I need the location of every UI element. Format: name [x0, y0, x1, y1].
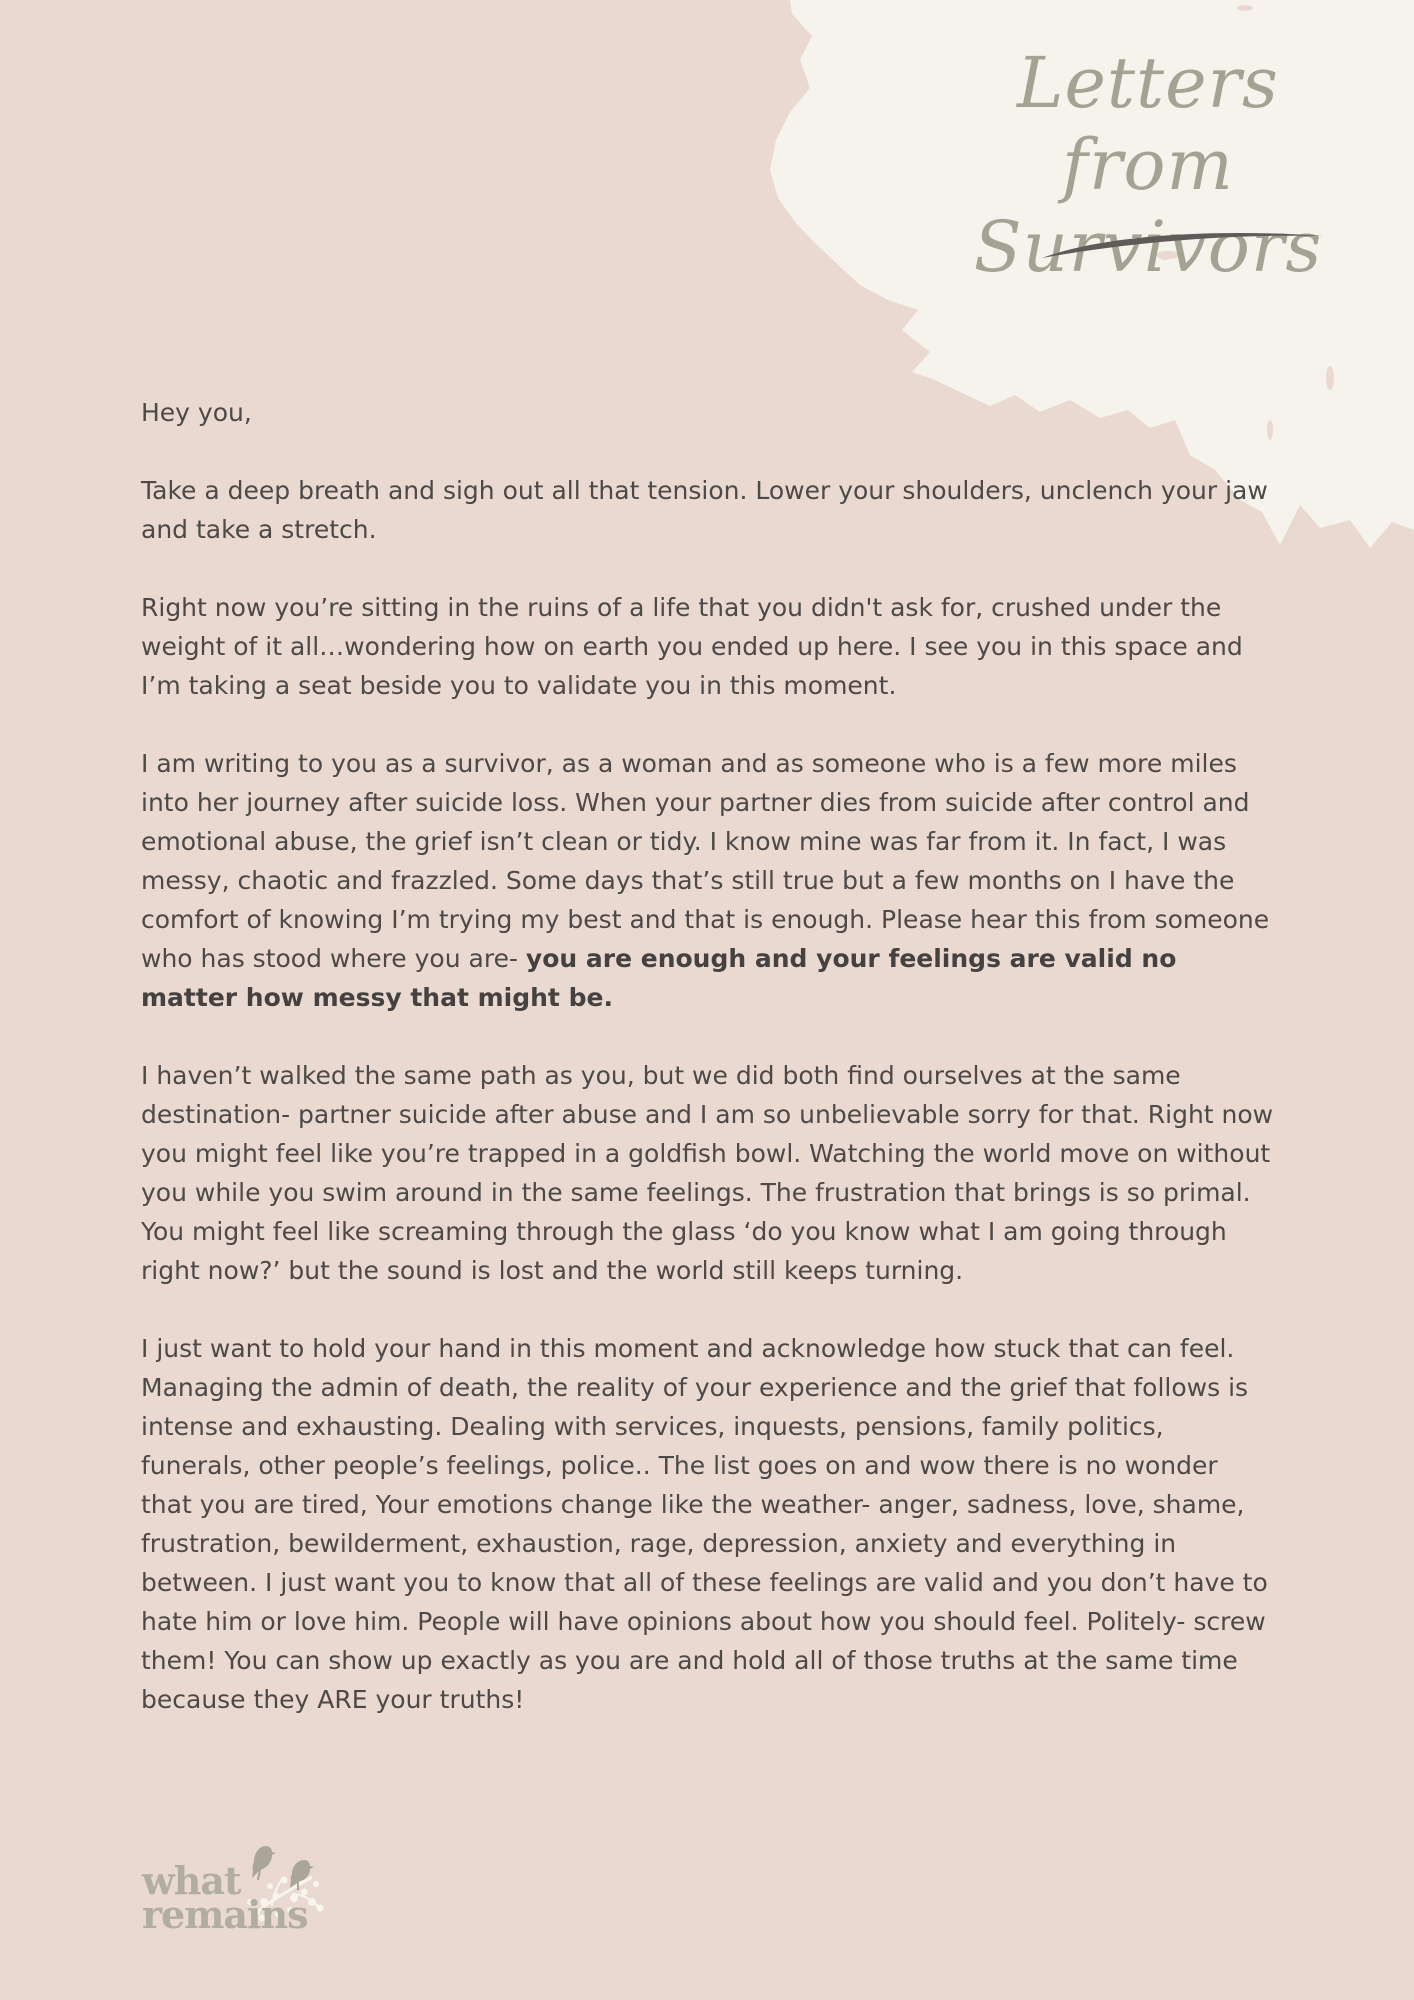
logo-wordmark: [142, 1858, 308, 1937]
title-line-2: Survivors: [973, 206, 1323, 288]
what-remains-logo: [142, 1822, 352, 1942]
letter-paragraph-1: Take a deep breath and sigh out all that tension. Lower your shoulders, unclench your jaw and take a stretch.: [141, 476, 1268, 544]
title-line-1: Letters from: [1017, 42, 1279, 206]
title-underline-brushstroke: [1040, 222, 1325, 262]
paragraph-3-emphasis: you are enough and your feelings are valid no matter how messy that might be.: [141, 944, 1177, 1012]
letter-body: [141, 393, 1276, 1758]
logo-line-2: remains: [142, 1892, 308, 1937]
letter-paragraph-4: I haven’t walked the same path as you, but we did both find ourselves at the same destination- partner suicide after abuse and I am so unbelievable sorry for that. Right now you might feel like you’re trapped in a goldfish bowl. Watching the world move on without you while you swim around in the same feelings. The frustration that brings is so primal. You might feel like screaming through the glass ‘do you know what I am going through right now?’ but the sound is lost and the world still keeps turning.: [141, 1061, 1274, 1285]
logo-line-1: what: [142, 1858, 241, 1903]
letter-paragraph-2: Right now you’re sitting in the ruins of a life that you didn't ask for, crushed under the weight of it all…wondering how on earth you ended up here. I see you in this space and I’m taking a seat beside you to validate you in this moment.: [141, 593, 1243, 700]
letter-paragraph-5: I just want to hold your hand in this moment and acknowledge how stuck that can feel. Managing the admin of death, the reality of your experience and the grief that follows is intense and exhausting. Dealing with services, inquests, pensions, family politics, funerals, other people’s feelings, police.. The list goes on and wow there is no wonder that you are tired, Your emotions change like the weather- anger, sadness, love, shame, frustration, bewilderment, exhaustion, rage, depression, anxiety and everything in between. I just want you to know that all of these feelings are valid and you don’t have to hate him or love him. People will have opinions about how you should feel. Politely- screw them! You can show up exactly as you are and hold all of those truths at the same time because they ARE your truths!: [141, 1334, 1268, 1714]
letter-paragraph-3: [141, 744, 1276, 1017]
paragraph-3-text: I am writing to you as a survivor, as a woman and as someone who is a few more miles into her journey after suicide loss. When your partner dies from suicide after control and emotional abuse, the grief isn’t clean or tidy. I know mine was far from it. In fact, I was messy, chaotic and frazzled. Some days that’s still true but a few months on I have the comfort of knowing I’m trying my best and that is enough. Please hear this from someone who has stood where you are-: [141, 749, 1270, 973]
letter-greeting: Hey you,: [141, 398, 252, 427]
